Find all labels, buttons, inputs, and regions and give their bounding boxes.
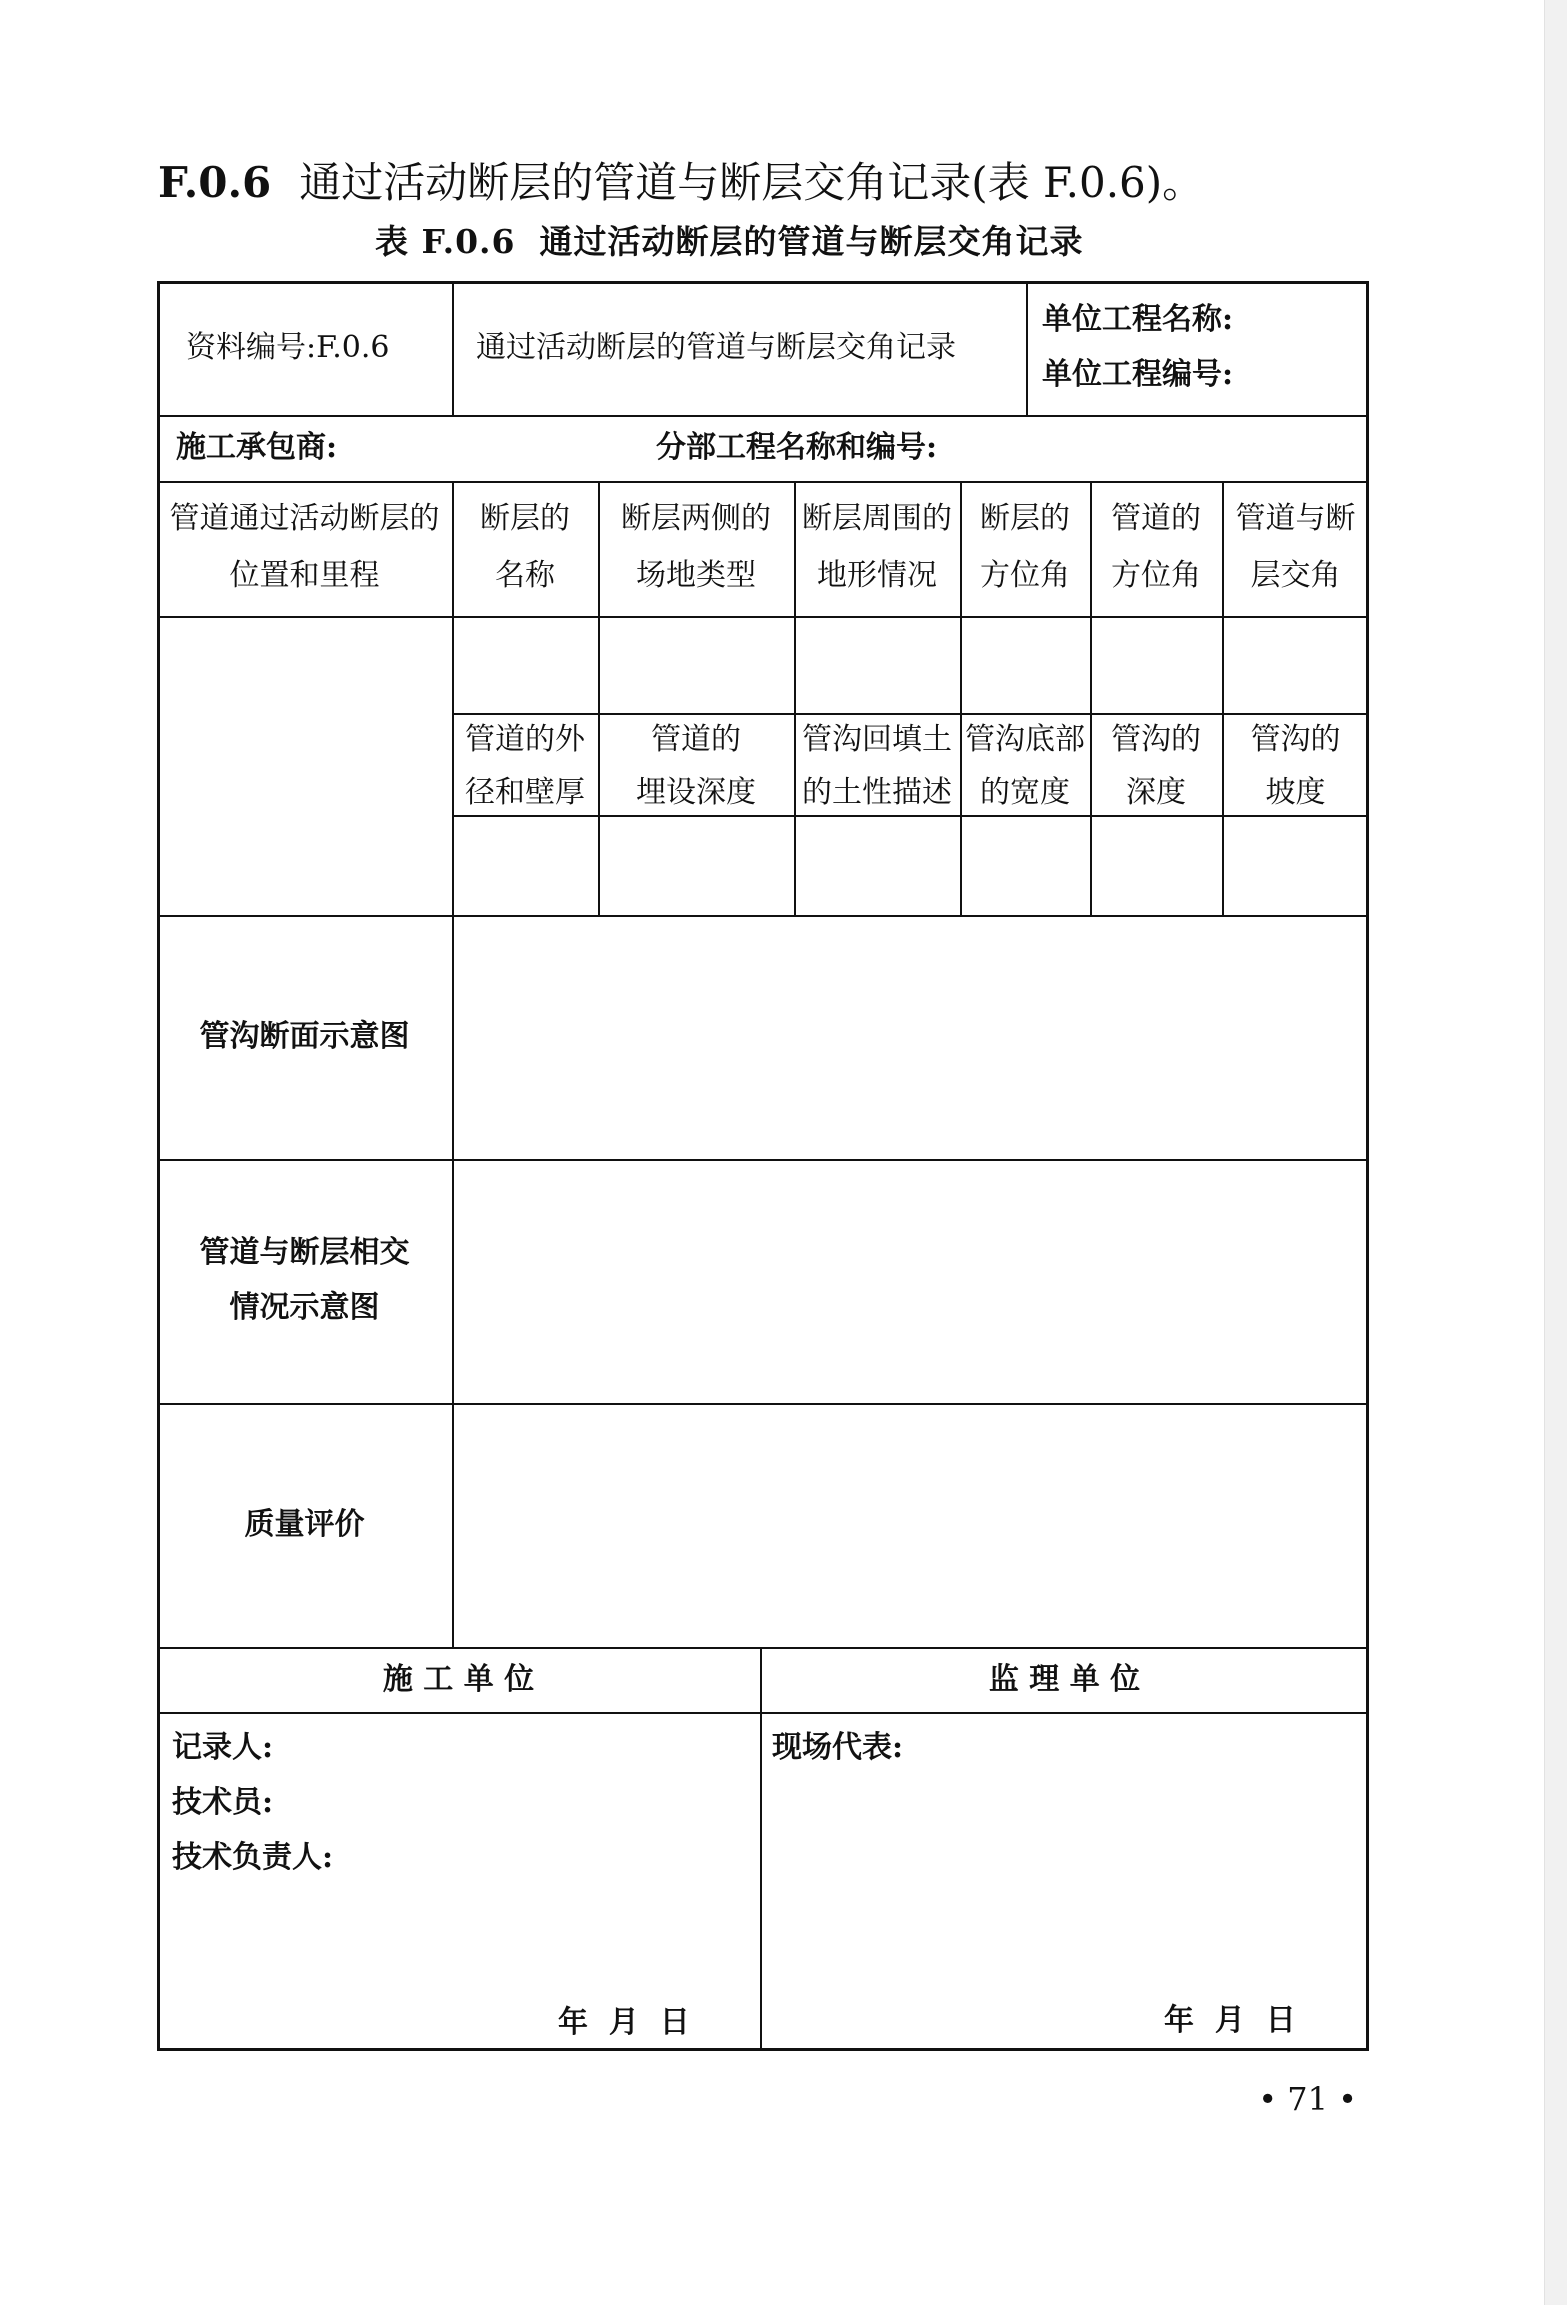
unit-project-no-label: 单位工程编号: [1042,357,1234,392]
rule-h7 [157,1159,1369,1161]
sub-project-label: 分部工程名称和编号: [656,430,938,465]
hdr-pipe-azimuth-l1: 管道的 [1111,501,1201,536]
rule-v-c5 [1090,481,1092,915]
rule-h10 [157,1712,1369,1714]
hdr-backfill-l1: 管沟回填土 [802,722,952,757]
hdr-burial-depth-l2: 埋设深度 [636,775,756,810]
section-quality-label: 质量评价 [244,1507,365,1542]
date-right: 年 月 日 [1164,2003,1296,2038]
rule-v-sign [760,1647,762,2051]
section-number: F.0.6 [158,158,272,207]
rule-h2 [157,481,1369,483]
hdr-trench-depth-l1: 管沟的 [1111,722,1201,757]
hdr-trench-width-l2: 的宽度 [980,775,1070,810]
table-title: 通过活动断层的管道与断层交角记录 [539,222,1084,261]
rule-h5 [452,815,1369,817]
hdr-location-l2: 位置和里程 [229,558,380,593]
hdr-trench-depth-l2: 深度 [1126,775,1186,810]
construction-unit-label: 施 工 单 位 [382,1662,535,1697]
rule-h9 [157,1647,1369,1649]
record-no: 资料编号:F.0.6 [186,330,390,365]
section-intersect-label-l2: 情况示意图 [229,1290,380,1325]
section-trench-label: 管沟断面示意图 [199,1019,410,1054]
record-title: 通过活动断层的管道与断层交角记录 [476,330,956,365]
hdr-trench-width-l1: 管沟底部 [965,722,1085,757]
rule-v-main [452,481,454,1647]
hdr-trench-slope-l1: 管沟的 [1250,722,1341,757]
hdr-location-l1: 管道通过活动断层的 [169,501,440,536]
site-rep-label: 现场代表: [772,1730,904,1765]
table-caption [375,216,1084,263]
supervision-unit-label: 监 理 单 位 [988,1662,1141,1697]
contractor-label: 施工承包商: [176,430,338,465]
page-edge [1544,0,1567,2305]
rule-v-c4 [960,481,962,915]
hdr-fault-azimuth-l2: 方位角 [980,558,1070,593]
hdr-pipe-diameter-l1: 管道的外 [465,722,585,757]
rule-h6 [157,915,1369,917]
hdr-fault-name-l1: 断层的 [480,501,570,536]
hdr-burial-depth-l1: 管道的 [651,722,741,757]
table-number: 表 F.0.6 [375,222,516,261]
rule-v-c6 [1222,481,1224,915]
unit-project-name-label: 单位工程名称: [1042,302,1234,337]
hdr-intersect-angle-l2: 层交角 [1250,558,1341,593]
hdr-backfill-l2: 的土性描述 [802,775,952,810]
hdr-pipe-azimuth-l2: 方位角 [1111,558,1201,593]
hdr-site-type-l1: 断层两侧的 [621,501,771,536]
hdr-fault-name-l2: 名称 [495,558,555,593]
rule-v-c3 [794,481,796,915]
rule-v-c2 [598,481,600,915]
hdr-terrain-l1: 断层周围的 [802,501,952,536]
section-intersect-label-l1: 管道与断层相交 [199,1235,410,1270]
rule-h1 [157,415,1369,417]
hdr-terrain-l2: 地形情况 [817,558,937,593]
recorder-label: 记录人: [172,1730,274,1765]
rule-v-top1 [452,281,454,415]
hdr-intersect-angle-l1: 管道与断 [1235,501,1356,536]
hdr-pipe-diameter-l2: 径和壁厚 [465,775,585,810]
rule-h4 [452,713,1369,715]
section-text: 通过活动断层的管道与断层交角记录(表 F.0.6)。 [299,158,1205,207]
date-left: 年 月 日 [558,2005,690,2040]
technician-label: 技术员: [172,1785,274,1820]
hdr-trench-slope-l2: 坡度 [1265,775,1326,810]
hdr-fault-azimuth-l1: 断层的 [980,501,1070,536]
hdr-site-type-l2: 场地类型 [636,558,756,593]
page-number: • 71 • [1258,2080,1357,2118]
rule-v-top2 [1026,281,1028,415]
rule-h3 [157,616,1369,618]
section-heading [158,150,1204,210]
rule-h8 [157,1403,1369,1405]
form-frame [157,281,1369,2051]
tech-lead-label: 技术负责人: [172,1840,334,1875]
